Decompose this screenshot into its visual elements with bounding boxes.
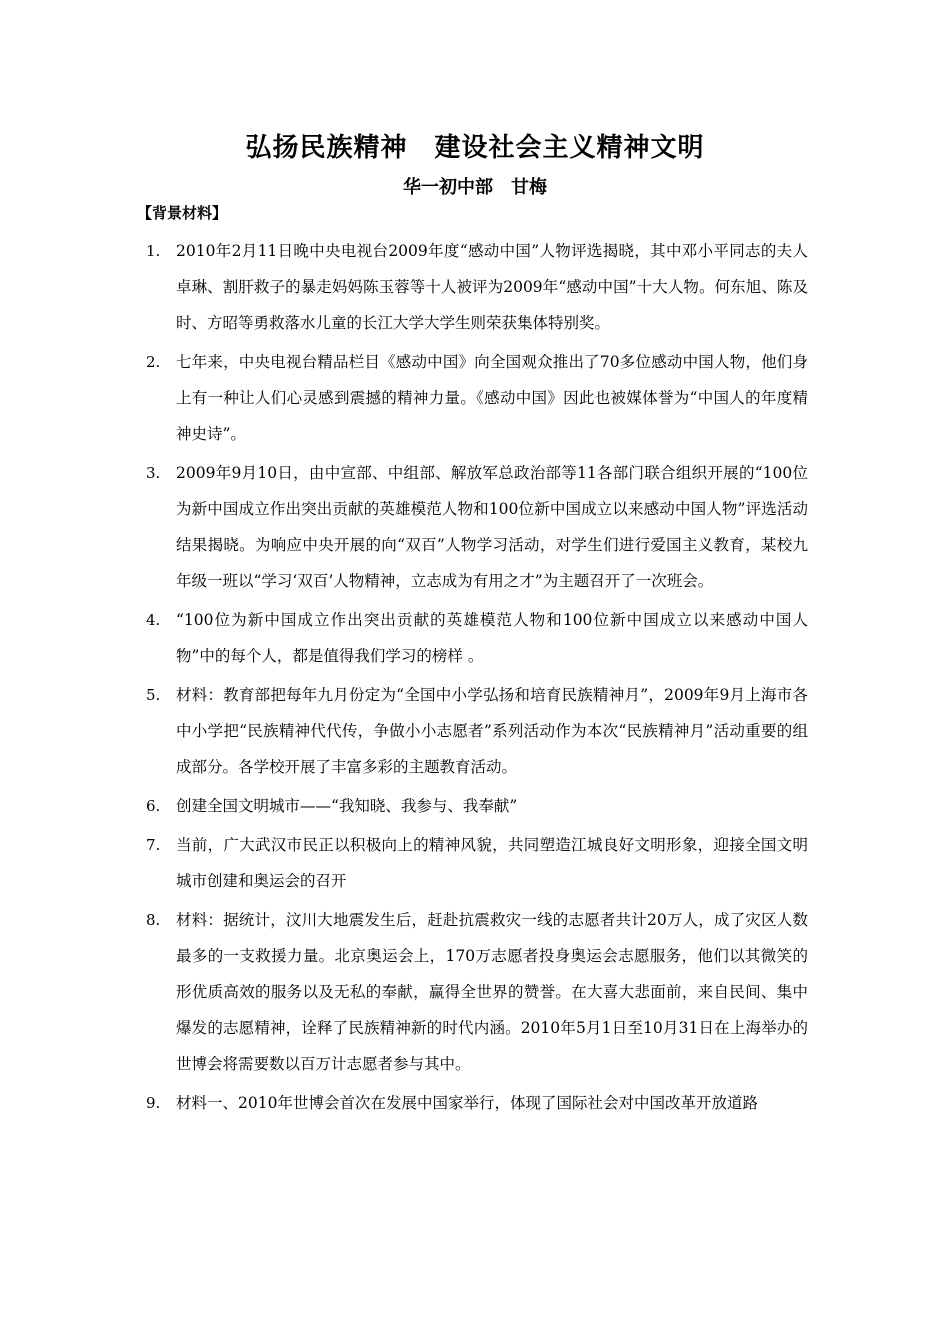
list-item-number: 5. — [146, 686, 161, 704]
list-item-text: 创建全国文明城市——“我知晓、我参与、我奉献” — [176, 797, 518, 815]
list-item — [0, 344, 950, 452]
list-item — [0, 827, 950, 899]
list-item — [0, 233, 950, 341]
list-item — [0, 677, 950, 785]
list-item — [0, 902, 950, 1082]
list-item-text: 七年来，中央电视台精品栏目《感动中国》向全国观众推出了70多位感动中国人物，他们身上有一种让人们心灵感到震撼的精神力量。《感动中国》因此也被媒体誉为“中国人的年度精神史诗”。 — [176, 353, 808, 443]
list-item — [0, 1085, 950, 1121]
document-title: 弘扬民族精神 建设社会主义精神文明 — [245, 133, 705, 163]
list-item-text: 材料一、2010年世博会首次在发展中国家举行，体现了国际社会对中国改革开放道路 — [176, 1094, 758, 1112]
list-item — [0, 455, 950, 599]
list-item — [0, 602, 950, 674]
list-item-number: 9. — [146, 1094, 161, 1112]
list-item-text: 当前，广大武汉市民正以积极向上的精神风貌，共同塑造江城良好文明形象，迎接全国文明城市创建和奥运会的召开 — [176, 836, 808, 890]
list-item — [0, 788, 950, 824]
list-item-number: 4. — [146, 611, 161, 629]
list-item-number: 1. — [146, 242, 161, 260]
document-author: 华一初中部 甘梅 — [403, 177, 547, 198]
list-item-text: “100位为新中国成立作出突出贡献的英雄模范人物和100位新中国成立以来感动中国人物”中的每个人，都是值得我们学习的榜样 。 — [176, 611, 808, 665]
list-item-number: 6. — [146, 797, 161, 815]
list-item-text: 材料：教育部把每年九月份定为“全国中小学弘扬和培育民族精神月”，2009年9月上海市各中小学把“民族精神代代传，争做小小志愿者”系列活动作为本次“民族精神月”活动重要的组成部分。各学校开展了丰富多彩的主题教育活动。 — [176, 686, 808, 776]
list-item-number: 8. — [146, 911, 161, 929]
list-item-text: 2010年2月11日晚中央电视台2009年度“感动中国”人物评选揭晓，其中邓小平同志的夫人卓琳、割肝救子的暴走妈妈陈玉蓉等十人被评为2009年“感动中国”十大人物。何东旭、陈及时、方昭等勇救落水儿童的长江大学大学生则荣获集体特别奖。 — [176, 242, 808, 332]
numbered-list — [0, 233, 950, 1124]
list-item-text: 材料：据统计，汶川大地震发生后，赶赴抗震救灾一线的志愿者共计20万人，成了灾区人数最多的一支救援力量。北京奥运会上，170万志愿者投身奥运会志愿服务，他们以其微笑的形优质高效的服务以及无私的奉献，赢得全世界的赞誉。在大喜大悲面前，来自民间、集中爆发的志愿精神，诠释了民族精神新的时代内涵。2010年5月1日至10月31日在上海举办的世博会将需要数以百万计志愿者参与其中。 — [176, 911, 808, 1073]
list-item-number: 2. — [146, 353, 161, 371]
list-item-text: 2009年9月10日，由中宣部、中组部、解放军总政治部等11各部门联合组织开展的“100位为新中国成立作出突出贡献的英雄模范人物和100位新中国成立以来感动中国人物”评选活动结果揭晓。为响应中央开展的向“双百”人物学习活动，对学生们进行爱国主义教育，某校九年级一班以“学习‘双百’人物精神，立志成为有用之才”为主题召开了一次班会。 — [176, 464, 808, 590]
list-item-number: 7. — [146, 836, 161, 854]
section-heading: 【背景材料】 — [137, 204, 228, 222]
list-item-number: 3. — [146, 464, 161, 482]
